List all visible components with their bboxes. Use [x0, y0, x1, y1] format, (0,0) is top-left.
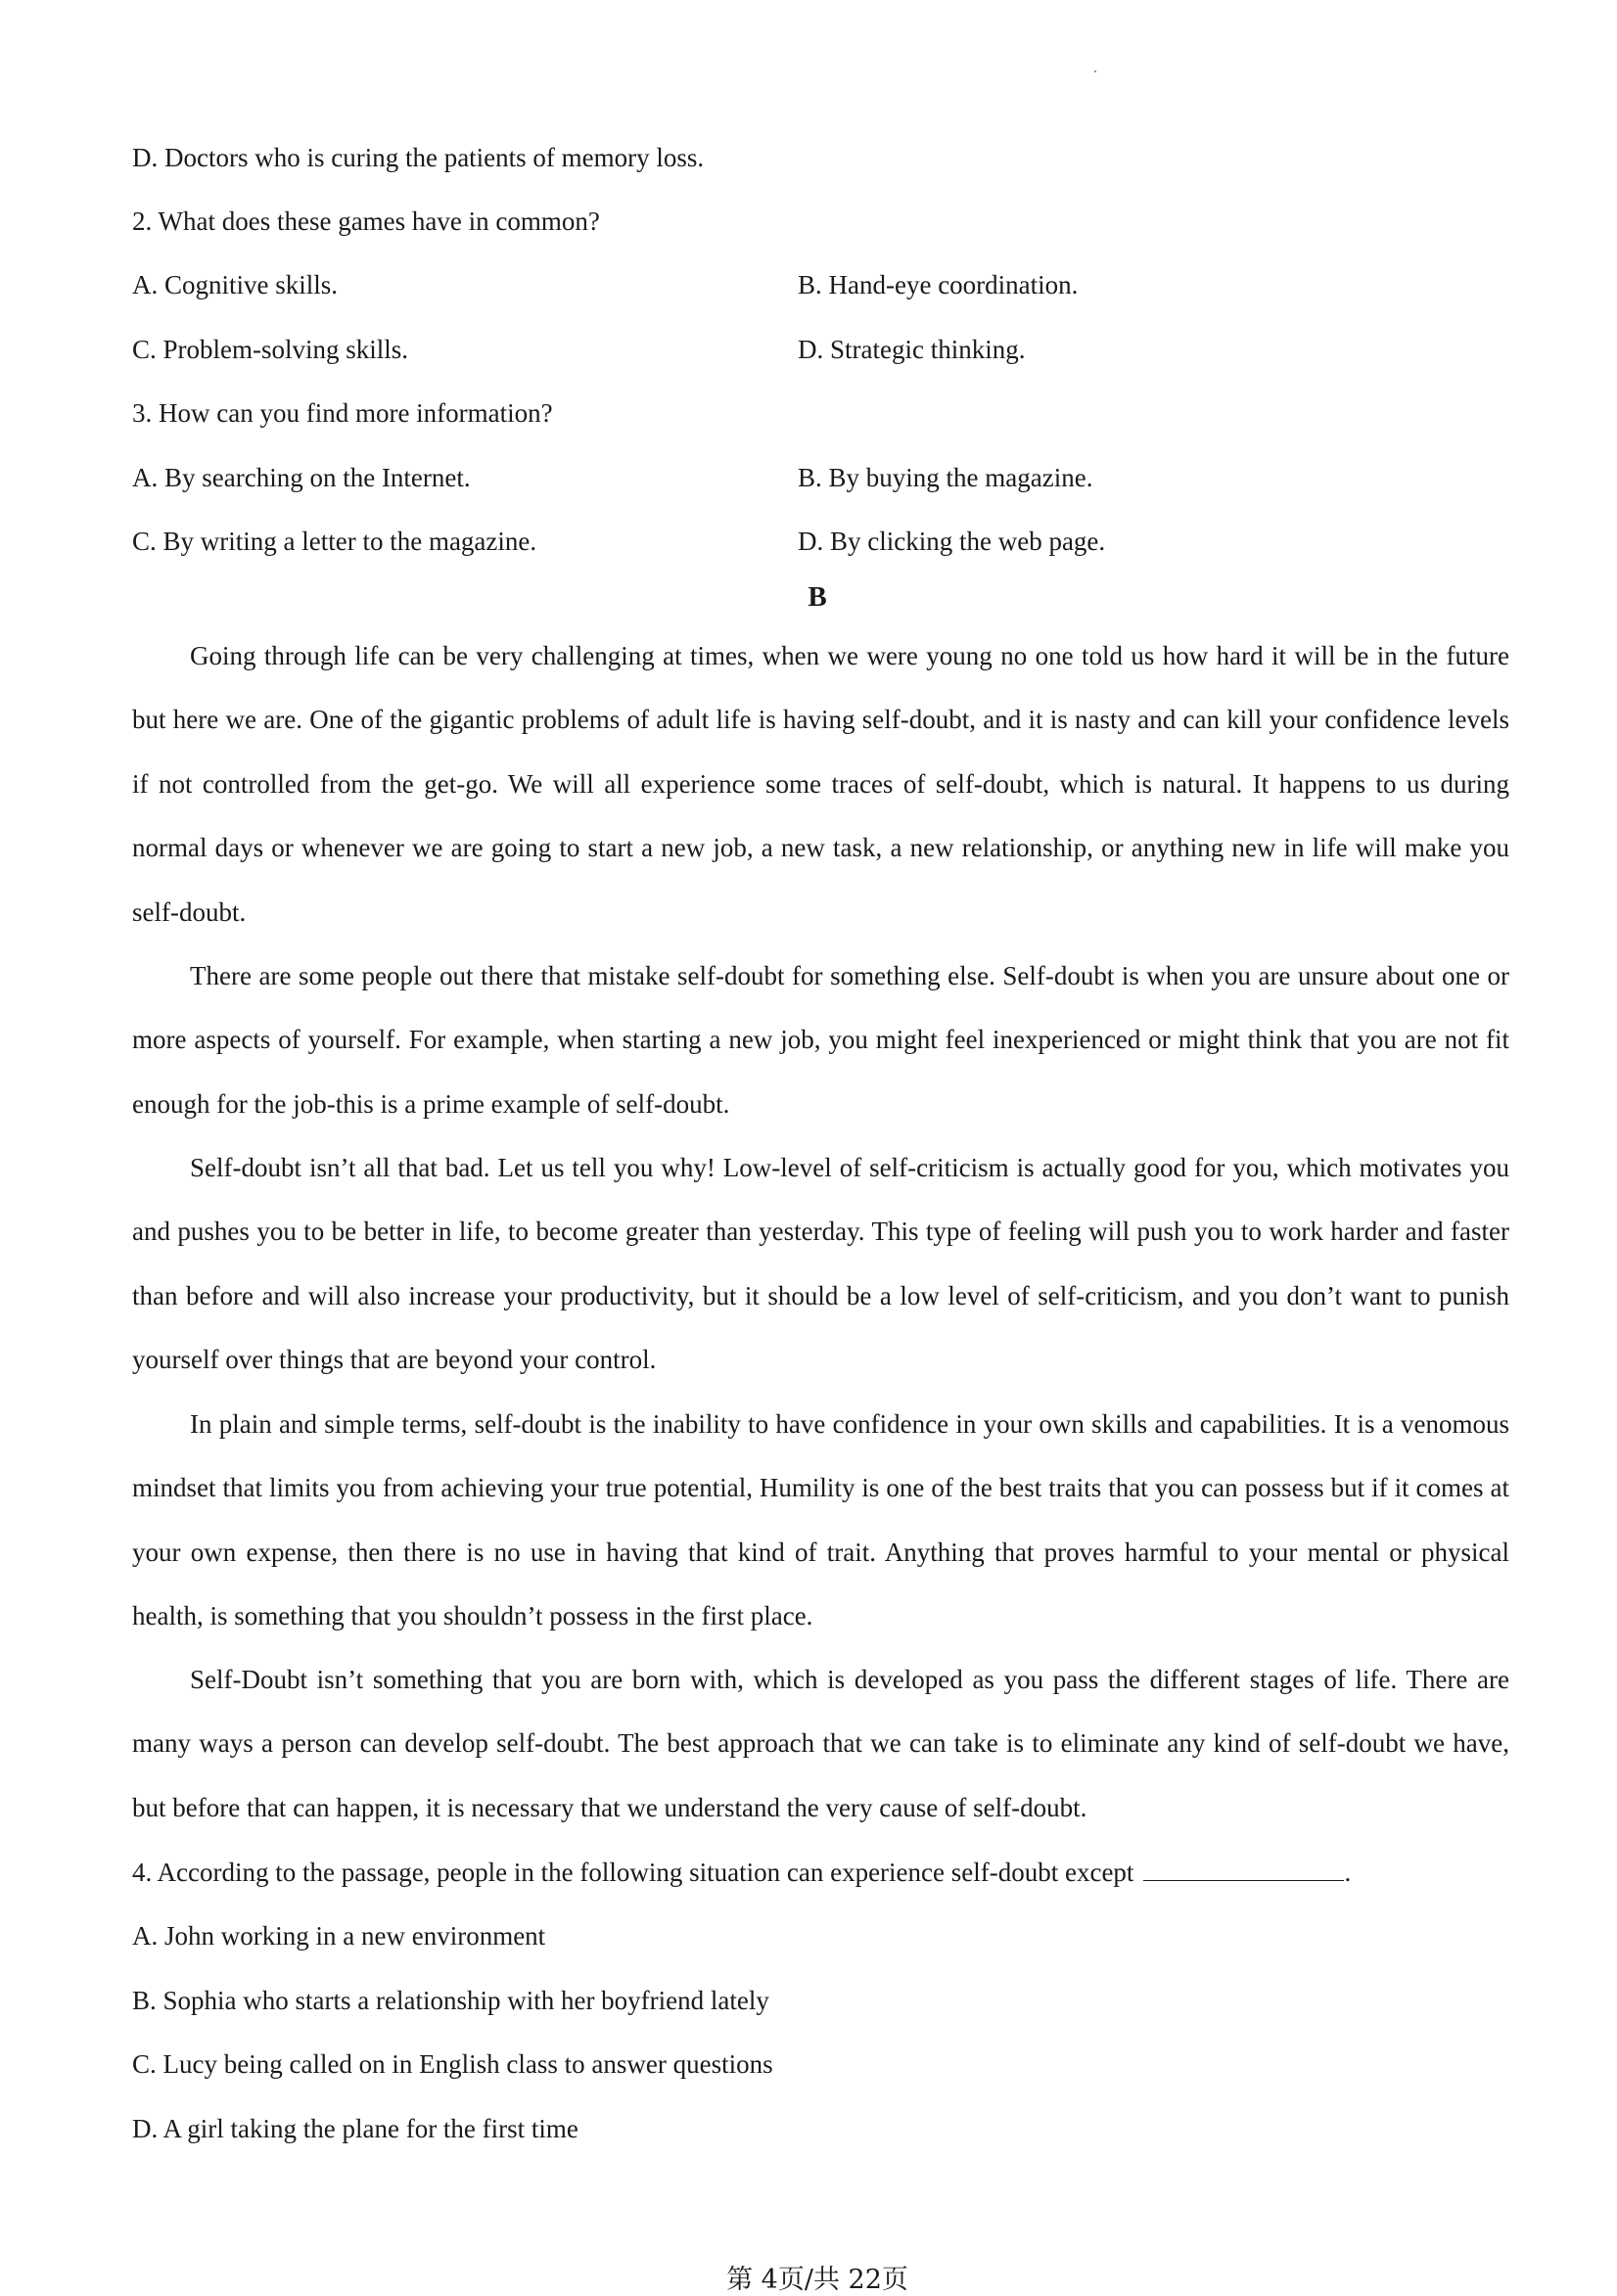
q4-answer-blank [1143, 1857, 1344, 1881]
q3-option-d: D. By clicking the web page. [798, 527, 1106, 556]
q4-option-c: C. Lucy being called on in English class to answer questions [132, 2049, 773, 2079]
passage-paragraph-1: Going through life can be very challenging at times, when we were young no one told us how hard it will be in the future but here we are. One of the gigantic problems of adult life is having self-doubt, and it is nasty and can kill your confidence levels if not controlled from the get-go. We will all experience some traces of self-doubt, which is natural. It happens to us during normal days or whenever we are going to start a new job, a new task, a new relationship, or anything new in life will make you self-doubt. [132, 641, 1509, 927]
q4-option-a: A. John working in a new environment [132, 1921, 546, 1951]
scan-speck [1094, 70, 1096, 72]
section-heading-b: B [808, 581, 827, 613]
q3-option-c: C. By writing a letter to the magazine. [132, 527, 537, 556]
q2-option-c: C. Problem-solving skills. [132, 335, 409, 364]
q1-option-d: D. Doctors who is curing the patients of memory loss. [132, 143, 705, 172]
q2-option-d: D. Strategic thinking. [798, 335, 1026, 364]
q4-stem-line [132, 1857, 1351, 1888]
passage-paragraph-4: In plain and simple terms, self-doubt is the inability to have confidence in your own skills and capabilities. It is a venomous mindset that limits you from achieving your true potential, Humility is one of the best traits that you can possess but if it comes at your own expense, then there is no use in having that kind of trait. Anything that proves harmful to your mental or physical health, is something that you shouldn’t possess in the first place. [132, 1409, 1509, 1631]
q4-option-b: B. Sophia who starts a relationship with her boyfriend lately [132, 1986, 769, 2015]
q2-stem: 2. What does these games have in common? [132, 207, 600, 236]
q4-option-d: D. A girl taking the plane for the first time [132, 2114, 578, 2143]
q4-stem-end: . [1344, 1858, 1352, 1887]
q3-stem: 3. How can you find more information? [132, 398, 553, 428]
q2-option-b: B. Hand-eye coordination. [798, 270, 1079, 299]
q3-option-a: A. By searching on the Internet. [132, 463, 471, 492]
passage-paragraph-2: There are some people out there that mistake self-doubt for something else. Self-doubt is when you are unsure about one or more aspects of yourself. For example, when starting a new job, you might feel inexperienced or might think that you are not fit enough for the job-this is a prime example of self-doubt. [132, 961, 1509, 1119]
q4-stem: 4. According to the passage, people in the following situation can experience self-doubt except [132, 1858, 1134, 1887]
q3-option-b: B. By buying the magazine. [798, 463, 1093, 492]
page-number-footer: 第 4页/共 22页 [726, 2265, 908, 2295]
q2-option-a: A. Cognitive skills. [132, 270, 339, 299]
passage-paragraph-3: Self-doubt isn’t all that bad. Let us tell you why! Low-level of self-criticism is actually good for you, which motivates you and pushes you to be better in life, to become greater than yesterday. This type of feeling will push you to work harder and faster than before and will also increase your productivity, but it should be a low level of self-criticism, and you don’t want to punish yourself over things that are beyond your control. [132, 1153, 1509, 1375]
passage-paragraph-5: Self-Doubt isn’t something that you are born with, which is developed as you pass the different stages of life. There are many ways a person can develop self-doubt. The best approach that we can take is to eliminate any kind of self-doubt we have, but before that can happen, it is necessary that we understand the very cause of self-doubt. [132, 1665, 1509, 1822]
